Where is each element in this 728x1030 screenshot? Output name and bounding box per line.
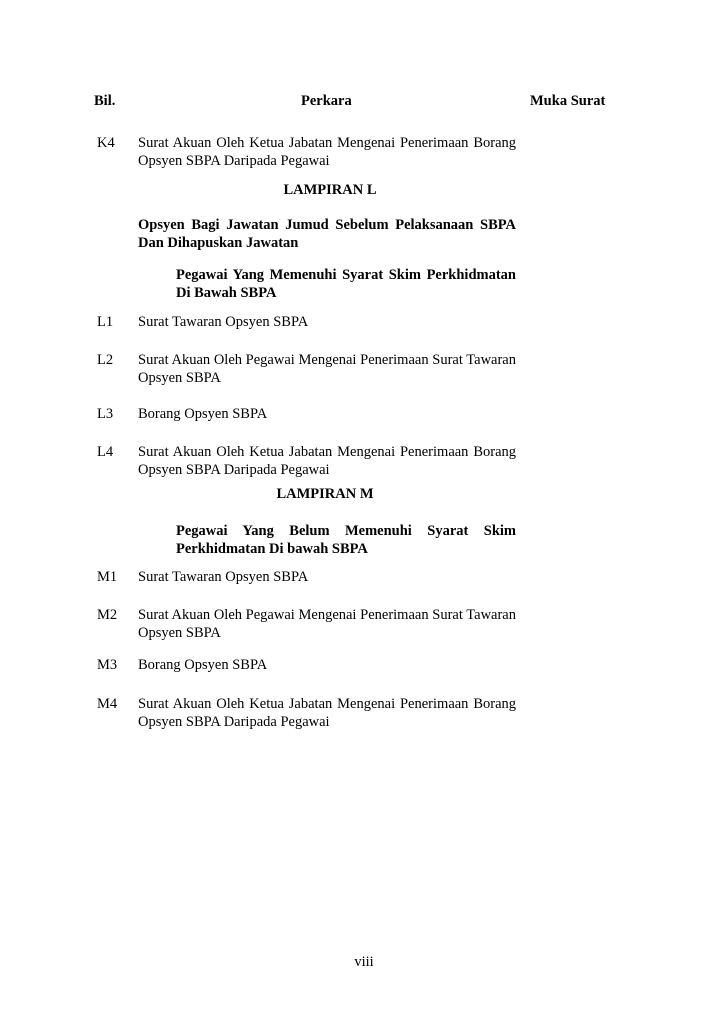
lampiran-l-heading: Opsyen Bagi Jawatan Jumud Sebelum Pelaksanaan SBPA Dan Dihapuskan Jawatan bbox=[138, 217, 516, 251]
column-header-bil: Bil. bbox=[94, 93, 116, 109]
entry-code: L1 bbox=[97, 314, 114, 330]
entry-text: Surat Akuan Oleh Ketua Jabatan Mengenai Penerimaan Borang Opsyen SBPA Daripada Pegawai bbox=[138, 696, 516, 730]
entry-text: Surat Tawaran Opsyen SBPA bbox=[138, 314, 309, 330]
entry-code: M4 bbox=[97, 696, 118, 712]
column-header-perkara: Perkara bbox=[301, 93, 352, 109]
lampiran-l-title: LAMPIRAN L bbox=[283, 182, 377, 198]
entry-text: Surat Akuan Oleh Ketua Jabatan Mengenai Penerimaan Borang Opsyen SBPA Daripada Pegawai bbox=[138, 135, 516, 169]
entry-text: Borang Opsyen SBPA bbox=[138, 657, 268, 673]
entry-text: Surat Akuan Oleh Pegawai Mengenai Penerimaan Surat Tawaran Opsyen SBPA bbox=[138, 607, 516, 641]
entry-text: Surat Akuan Oleh Ketua Jabatan Mengenai Penerimaan Borang Opsyen SBPA Daripada Pegawai bbox=[138, 444, 516, 478]
lampiran-m-title: LAMPIRAN M bbox=[276, 486, 374, 502]
page-number: viii bbox=[354, 954, 374, 970]
column-header-muka-surat: Muka Surat bbox=[530, 93, 606, 109]
entry-code: L2 bbox=[97, 352, 114, 368]
entry-code: L3 bbox=[97, 406, 114, 422]
entry-code: M3 bbox=[97, 657, 118, 673]
entry-code: M2 bbox=[97, 607, 118, 623]
lampiran-l-subheading: Pegawai Yang Memenuhi Syarat Skim Perkhidmatan Di Bawah SBPA bbox=[176, 267, 516, 301]
entry-text: Borang Opsyen SBPA bbox=[138, 406, 268, 422]
entry-code: L4 bbox=[97, 444, 114, 460]
entry-code: K4 bbox=[97, 135, 115, 151]
entry-text: Surat Akuan Oleh Pegawai Mengenai Penerimaan Surat Tawaran Opsyen SBPA bbox=[138, 352, 516, 386]
lampiran-m-subheading: Pegawai Yang Belum Memenuhi Syarat Skim Perkhidmatan Di bawah SBPA bbox=[176, 523, 516, 557]
entry-text: Surat Tawaran Opsyen SBPA bbox=[138, 569, 309, 585]
entry-code: M1 bbox=[97, 569, 118, 585]
